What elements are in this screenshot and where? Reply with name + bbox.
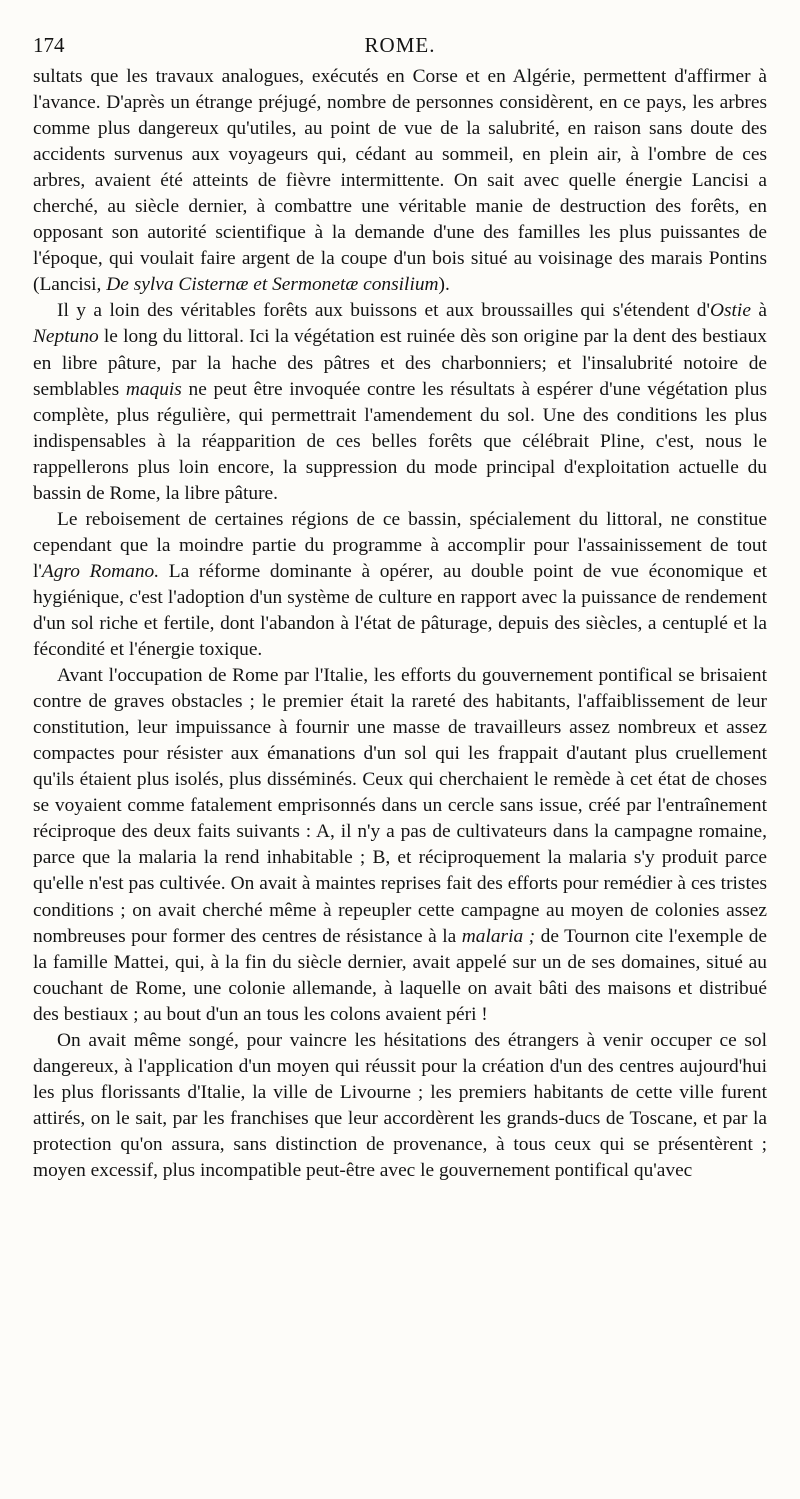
running-title: ROME. [364,33,436,57]
text-run: sultats que les travaux analogues, exécutés en Corse et en Algérie, permettent d'affirmer à l'avance. D'après un étrange préjugé, nombre de personnes considèrent, en ce pays, les arbres comme plus dangereux qu'utiles, au point de vue de la salubrité, en raison sans doute des accidents survenus aux voyageurs qui, cédant au sommeil, en plein air, à l'ombre de ces arbres, avaient été atteints de fièvre intermittente. On sait avec quelle énergie Lancisi a cherché, au siècle dernier, à combattre une véritable manie de destruction des forêts, en opposant son autorité scientifique à la demande d'une des familles les plus puissantes de l'époque, qui voulait faire argent de la coupe d'un bois situé au voisinage des marais Pontins (Lancisi, [33,66,767,296]
text-run: ne peut être invoquée contre les résultats à espérer d'une végétation plus complète, plus régulière, qui permettrait l'amendement du sol. Une des conditions les plus indispensables à la réapparition de ces belles forêts que célébrait Pline, c'est, nous le rappellerons plus loin encore, la suppression du mode principal d'exploitation actuelle du bassin de Rome, la libre pâture. [33,378,767,504]
page-number: 174 [33,33,65,57]
italic-text: malaria ; [461,925,536,947]
italic-text: Neptuno [33,326,99,348]
text-run: On avait même songé, pour vaincre les hésitations des étrangers à venir occuper ce sol dangereux, à l'application d'un moyen qui réussit pour la création d'un des centres aujourd'hui les plus florissants d'Italie, la ville de Livourne ; les premiers habitants de cette ville furent attirés, on le sait, par les franchises que leur accordèrent les grands-ducs de Toscane, et par la protection qu'on assura, sans distinction de provenance, à tous ceux qui se présentèrent ; moyen excessif, plus incompatible peut-être avec le gouvernement pontifical qu'avec [33,1029,767,1181]
italic-text: maquis [125,378,182,400]
italic-text: Ostie [710,300,751,322]
text-run: Avant l'occupation de Rome par l'Italie, les efforts du gouvernement pontifical se brisaient contre de graves obstacles ; le premier était la rareté des habitants, l'affaiblissement de leur constitution, leur impuissance à fournir une masse de travailleurs assez nombreux et assez compactes pour résister aux émanations d'un sol qui les frappait d'autant plus cruellement qu'ils étaient plus isolés, plus disséminés. Ceux qui cherchaient le remède à cet état de choses se voyaient comme fatalement emprisonnés dans un cercle sans issue, créé par l'entraînement réciproque des deux faits suivants : A, il n'y a pas de cultivateurs dans la campagne romaine, parce que la malaria la rend inhabitable ; B, et réciproquement la malaria s'y produit parce qu'elle n'est pas cultivée. On avait à maintes reprises fait des efforts pour remédier à ces tristes conditions ; on avait cherché même à repeupler cette campagne au moyen de colonies assez nombreuses pour former des centres de résistance à la [33,665,767,947]
text-run: Le reboisement de certaines régions de ce bassin, spécialement du littoral, ne constitue cependant que la moindre partie du programme à accomplir pour l'assainissement de tout l' [33,508,767,582]
text-run: La réforme dominante à opérer, au double point de vue économique et hygiénique, c'est l'adoption d'un système de culture en rapport avec la puissance de rendement d'un sol riche et fertile, dont l'abandon à l'état de pâturage, depuis des siècles, a centuplé et la fécondité et l'énergie toxique. [33,560,768,661]
text-run: le long du littoral. Ici la végétation est ruinée dès son origine par la dent des bestiaux en libre pâture, par la hache des pâtres et des charbonniers; et l'insalubrité notoire de semblables [33,326,767,400]
body-text [33,64,767,1184]
paragraph [33,298,767,506]
paragraph [33,663,767,1028]
italic-text: De sylva Cisternæ et Sermonetæ consilium [106,274,439,296]
page-header [33,30,767,60]
text-run: à [750,300,767,322]
paragraph [33,64,767,298]
text-run: de Tournon cite l'exemple de la famille Mattei, qui, à la fin du siècle dernier, avait appelé sur un de ses domaines, situé au couchant de Rome, une colonie allemande, à laquelle on avait bâti des maisons et distribué des bestiaux ; au bout d'un an tous les colons avaient péri ! [33,925,768,1025]
italic-text: Agro Romano. [41,560,160,582]
text-run: Il y a loin des véritables forêts aux buissons et aux broussailles qui s'étendent d' [57,300,710,322]
paragraph [33,1028,767,1184]
paragraph [33,507,767,663]
text-run: ). [438,274,450,296]
